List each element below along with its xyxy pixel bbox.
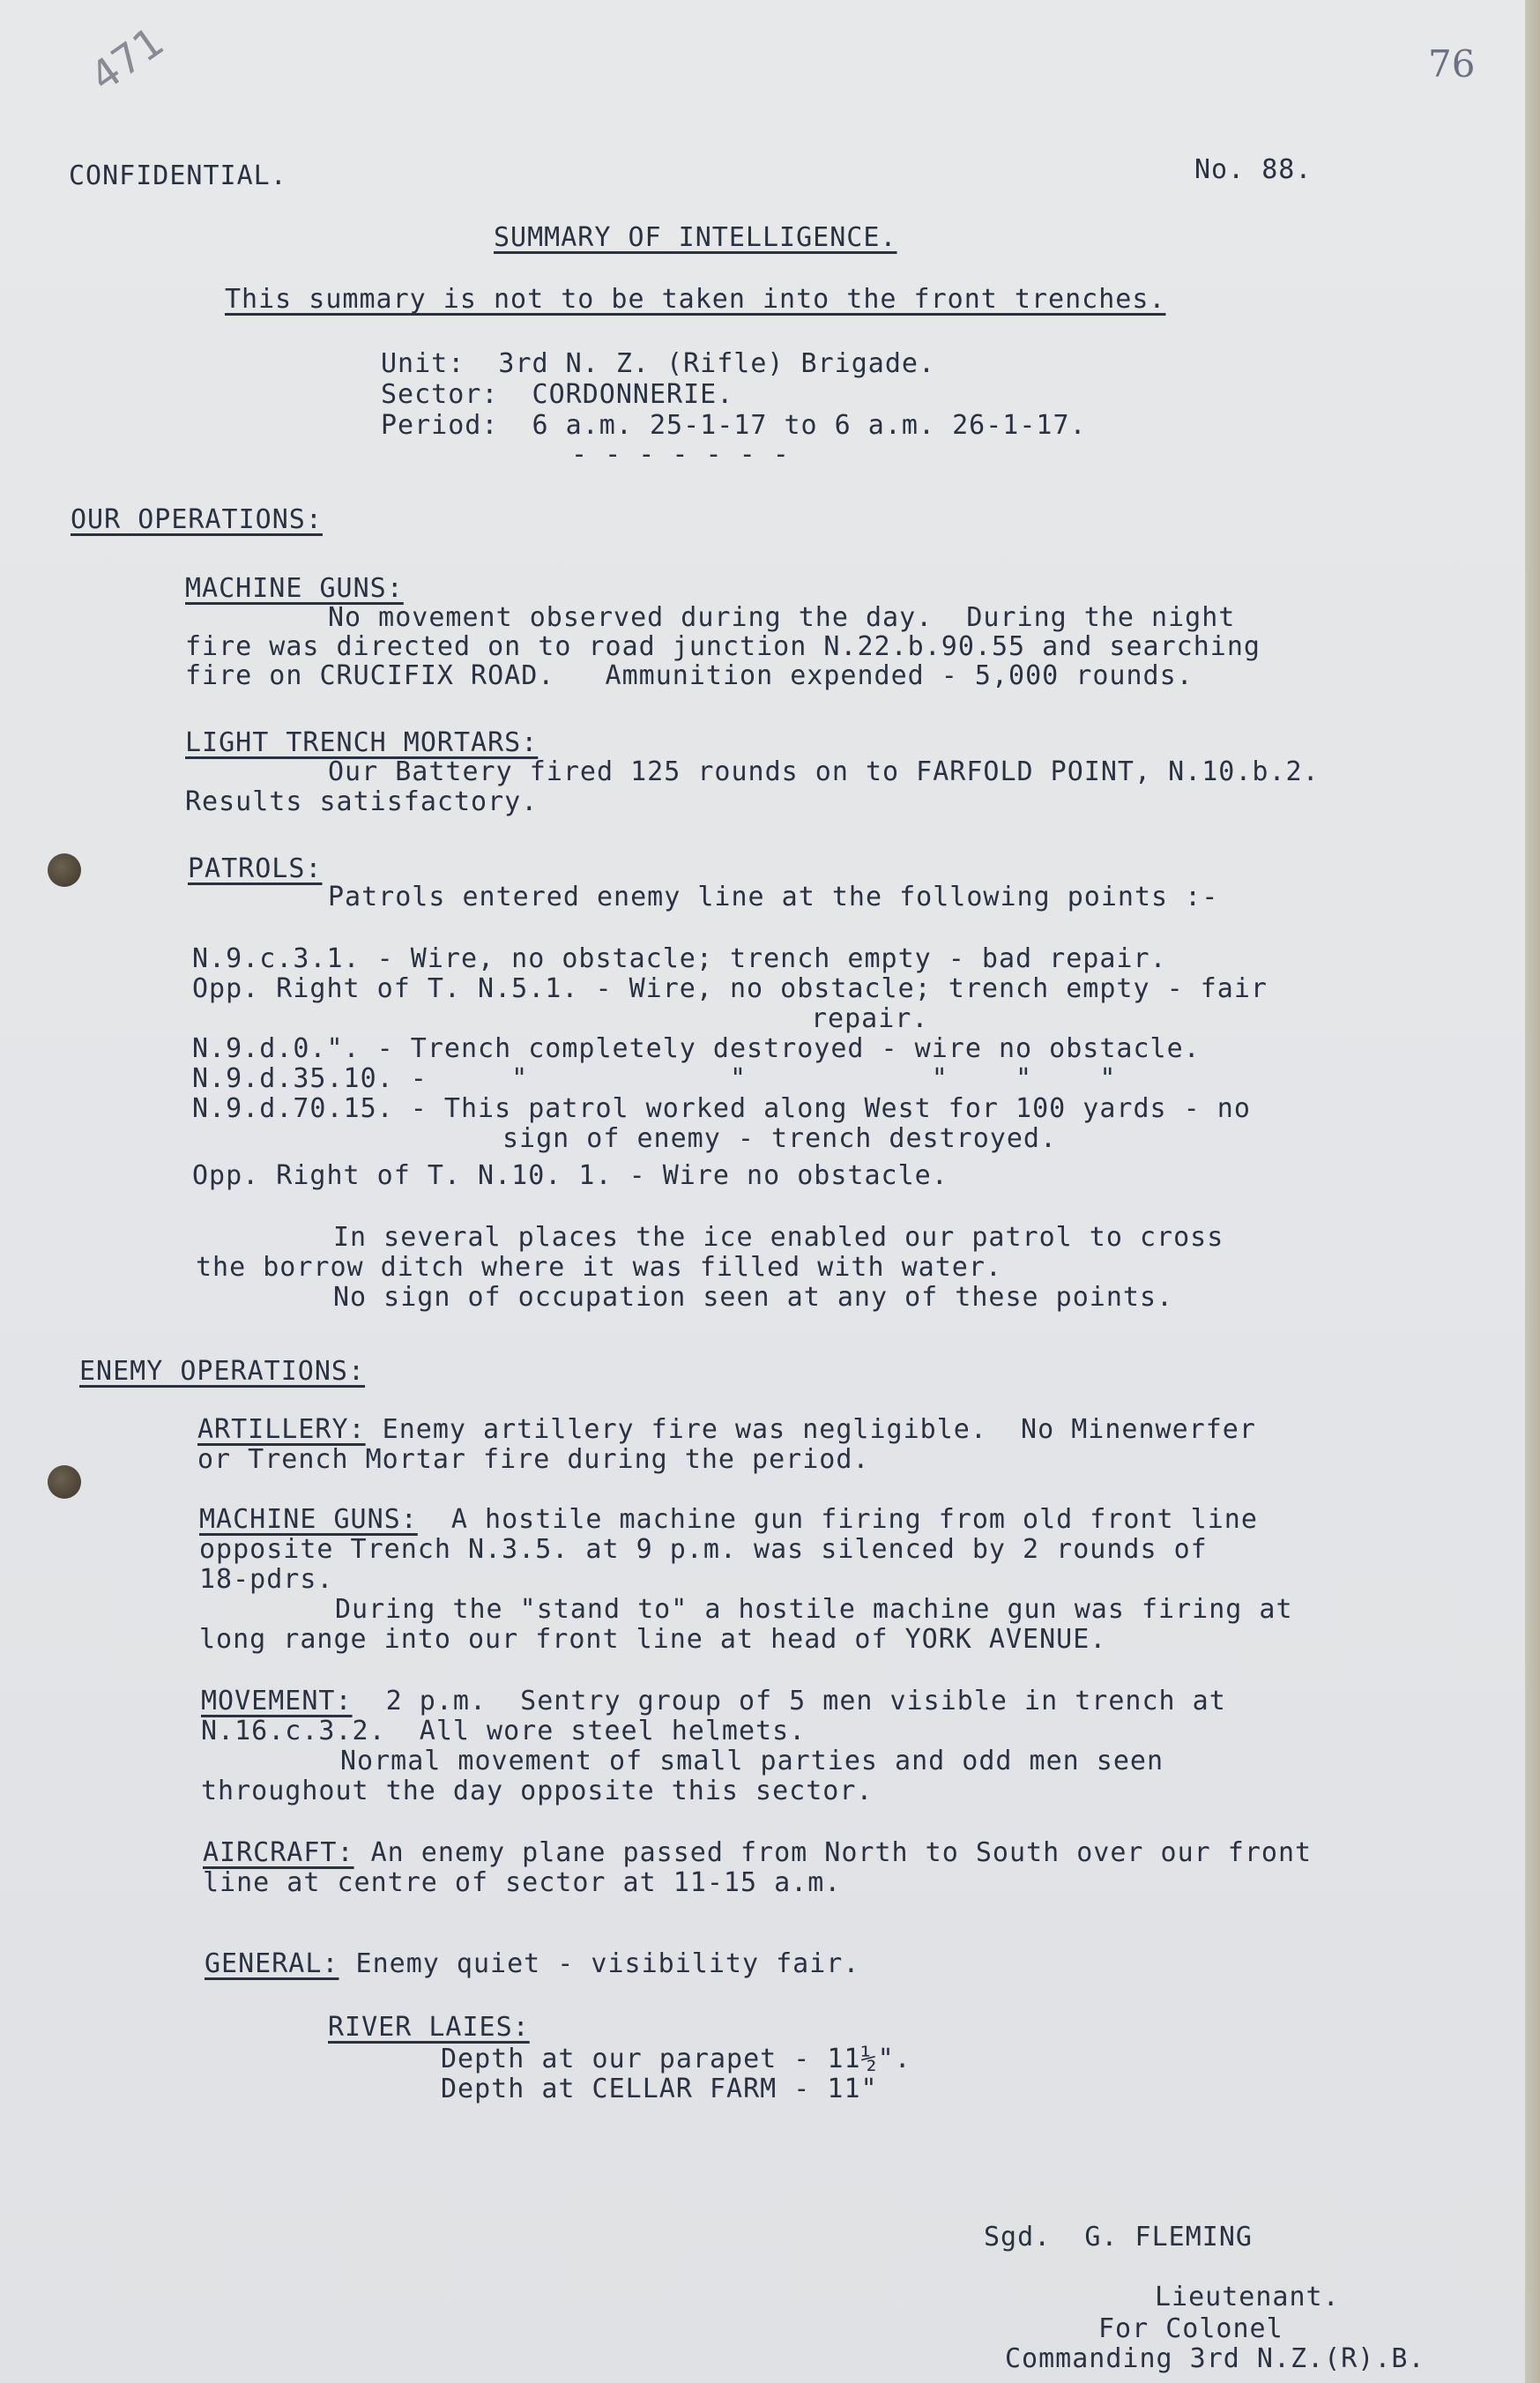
enemy-mg-line: long range into our front line at head of YORK AVENUE.: [199, 1624, 1107, 1655]
patrol-entry: N.9.d.0.". - Trench completely destroyed - wire no obstacle.: [192, 1033, 1201, 1064]
warning-notice: This summary is not to be taken into the front trenches.: [225, 284, 1166, 315]
our-machine-guns-label: MACHINE GUNS:: [185, 573, 404, 604]
enemy-mg-paragraph: [199, 1504, 1258, 1535]
document-title: SUMMARY OF INTELLIGENCE.: [494, 222, 897, 253]
movement-line: N.16.c.3.2. All wore steel helmets.: [201, 1716, 807, 1746]
ltm-line: Our Battery fired 125 rounds on to FARFOLD POINT, N.10.b.2.: [328, 756, 1320, 787]
ltm-line: Results satisfactory.: [185, 786, 539, 817]
aircraft-paragraph: [203, 1837, 1312, 1868]
aircraft-label: AIRCRAFT:: [203, 1837, 354, 1868]
enemy-mg-label: MACHINE GUNS:: [199, 1504, 418, 1535]
divider: - - - - - - -: [571, 439, 790, 470]
classification: CONFIDENTIAL.: [69, 160, 287, 191]
patrol-entry: sign of enemy - trench destroyed.: [502, 1123, 1058, 1154]
punch-hole: [48, 853, 81, 887]
artillery-label: ARTILLERY:: [197, 1414, 366, 1445]
river-lys-label: RIVER LAIES:: [328, 2012, 530, 2043]
patrol-note: In several places the ice enabled our patrol to cross: [333, 1222, 1224, 1253]
pencil-annotation: 471: [81, 17, 173, 101]
river-depth-line: Depth at our parapet - 11½".: [441, 2044, 911, 2074]
sector-line: Sector: CORDONNERIE.: [381, 379, 734, 410]
unit-line: Unit: 3rd N. Z. (Rifle) Brigade.: [381, 348, 936, 379]
aircraft-line: line at centre of sector at 11-15 a.m.: [203, 1867, 842, 1898]
general-paragraph: [205, 1948, 859, 1979]
patrol-entry: Opp. Right of T. N.10. 1. - Wire no obstacle.: [192, 1160, 949, 1191]
period-line: Period: 6 a.m. 25-1-17 to 6 a.m. 26-1-17.: [381, 410, 1087, 441]
general-text: Enemy quiet - visibility fair.: [339, 1948, 860, 1979]
signatory-command: Commanding 3rd N.Z.(R).B.: [1005, 2343, 1425, 2374]
our-mg-line: No movement observed during the day. During the night: [328, 602, 1236, 633]
artillery-line: or Trench Mortar fire during the period.: [197, 1444, 870, 1475]
patrol-entry: Opp. Right of T. N.5.1. - Wire, no obstacle; trench empty - fair: [192, 973, 1268, 1004]
general-label: GENERAL:: [205, 1948, 339, 1979]
movement-label: MOVEMENT:: [201, 1686, 353, 1717]
enemy-mg-line: A hostile machine gun firing from old front line: [417, 1504, 1258, 1535]
signed-by: Sgd. G. FLEMING: [984, 2222, 1253, 2253]
patrol-note: the borrow ditch where it was filled with water.: [196, 1252, 1002, 1283]
movement-paragraph: [201, 1686, 1226, 1717]
patrols-label: PATROLS:: [188, 853, 323, 884]
patrol-entry: N.9.d.35.10. - " " " " ": [192, 1063, 1117, 1094]
movement-line: throughout the day opposite this sector.: [201, 1776, 874, 1806]
punch-hole: [48, 1465, 81, 1499]
patrol-entry: repair.: [811, 1003, 929, 1034]
enemy-mg-line: opposite Trench N.3.5. at 9 p.m. was silenced by 2 rounds of: [199, 1534, 1208, 1565]
patrol-entry: N.9.d.70.15. - This patrol worked along West for 100 yards - no: [192, 1093, 1251, 1124]
enemy-operations-heading: ENEMY OPERATIONS:: [79, 1356, 366, 1387]
river-depth-line: Depth at CELLAR FARM - 11": [441, 2074, 878, 2104]
artillery-line: Enemy artillery fire was negligible. No Minenwerfer: [365, 1414, 1256, 1445]
enemy-mg-line: During the "stand to" a hostile machine gun was firing at: [335, 1594, 1293, 1625]
artillery-paragraph: [197, 1414, 1256, 1445]
signatory-for: For Colonel: [1098, 2313, 1283, 2344]
enemy-mg-line: 18-pdrs.: [199, 1564, 334, 1595]
signatory-rank: Lieutenant.: [1155, 2282, 1340, 2312]
our-mg-line: fire on CRUCIFIX ROAD. Ammunition expended - 5,000 rounds.: [185, 660, 1194, 691]
patrol-entry: N.9.c.3.1. - Wire, no obstacle; trench empty - bad repair.: [192, 943, 1167, 974]
patrols-intro: Patrols entered enemy line at the following points :-: [328, 882, 1219, 912]
ltm-label: LIGHT TRENCH MORTARS:: [185, 727, 539, 758]
document-number: No. 88.: [1194, 154, 1313, 185]
our-operations-heading: OUR OPERATIONS:: [71, 504, 323, 535]
our-mg-line: fire was directed on to road junction N.22.b.90.55 and searching: [185, 631, 1261, 662]
movement-line: Normal movement of small parties and odd men seen: [340, 1746, 1164, 1776]
aircraft-line: An enemy plane passed from North to South over our front: [353, 1837, 1313, 1868]
patrol-note: No sign of occupation seen at any of these points.: [333, 1282, 1174, 1313]
movement-line: 2 p.m. Sentry group of 5 men visible in trench at: [352, 1686, 1226, 1717]
page-number: 76: [1428, 42, 1476, 86]
page-edge: [1525, 0, 1540, 2383]
